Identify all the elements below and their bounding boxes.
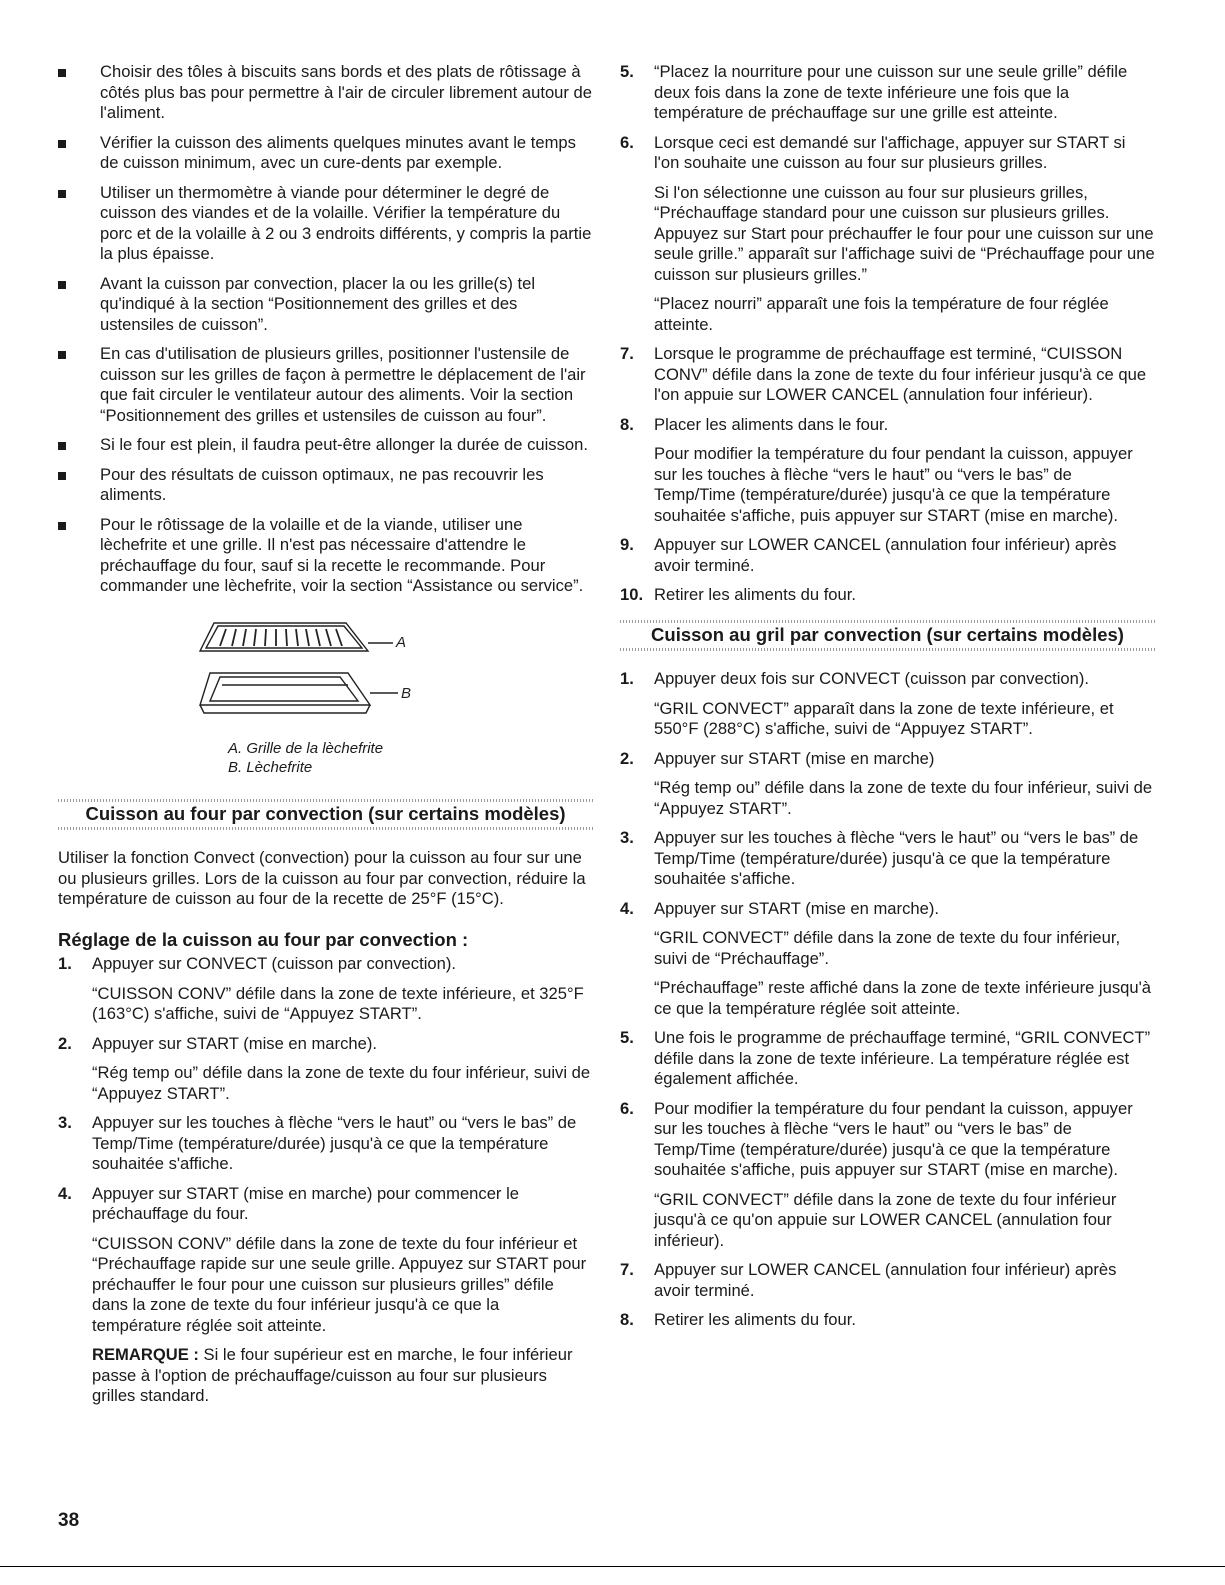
intro-paragraph: Utiliser la fonction Convect (convection) pour la cuisson au four sur une ou plusieurs grilles. Lors de la cuisson au four par convection, réduire la température de cuisson au four de la recette de 25°F (15°C). xyxy=(58,848,586,908)
step-text: Appuyer sur CONVECT (cuisson par convection). xyxy=(92,954,456,973)
section-title-convection-broil: Cuisson au gril par convection (sur certains modèles) xyxy=(620,620,1155,652)
list-item xyxy=(620,828,1155,890)
list-item: Si le four est plein, il faudra peut-être allonger la durée de cuisson. xyxy=(58,435,593,456)
list-item: Pour le rôtissage de la volaille et de la viande, utiliser une lèchefrite et une grille. Il n'est pas nécessaire d'attendre le préchauffage du four, sauf si la recette le recommande. Pour commander une lèchefrite, voir la section “Assistance ou service”. xyxy=(58,515,593,597)
list-item xyxy=(58,954,593,1025)
list-item xyxy=(620,1099,1155,1252)
list-item xyxy=(620,1310,1155,1331)
steps-list-right-a xyxy=(620,62,1155,606)
step-text: Appuyer sur les touches à flèche “vers le haut” ou “vers le bas” de Temp/Time (température/durée) jusqu'à ce que la température souhaitée s'affiche. xyxy=(92,1113,577,1173)
section-title-convection-bake: Cuisson au four par convection (sur certains modèles) xyxy=(58,799,593,831)
step-text: Si l'on sélectionne une cuisson au four sur plusieurs grilles, “Préchauffage standard pour une cuisson sur plusieurs grilles. Appuyez sur Start pour préchauffer le four pour une cuisson sur une seule grille.” apparaît sur l'affichage suivi de “Préchauffage pour une cuisson sur plusieurs grilles.” xyxy=(654,182,1155,284)
step-text: Appuyer sur START (mise en marche). xyxy=(654,898,939,918)
step-number: 7. xyxy=(620,344,634,363)
step-text: Appuyer sur LOWER CANCEL (annulation four inférieur) après avoir terminé. xyxy=(654,535,1117,575)
step-text: “Rég temp ou” défile dans la zone de texte du four inférieur, suivi de “Appuyez START”. xyxy=(654,778,1153,818)
step-number: 7. xyxy=(620,1260,634,1279)
step-number: 2. xyxy=(620,748,634,768)
list-item xyxy=(620,1260,1155,1301)
list-item xyxy=(620,535,1155,576)
step-text: “Rég temp ou” défile dans la zone de texte du four inférieur, suivi de “Appuyez START”. xyxy=(92,1063,591,1103)
step-text: “GRIL CONVECT” défile dans la zone de texte du four inférieur, suivi de “Préchauffage”. xyxy=(654,928,1121,968)
remark-label: REMARQUE : xyxy=(92,1345,199,1364)
steps-list-right-b xyxy=(620,669,1155,1331)
list-item xyxy=(620,1028,1155,1090)
label-a: A xyxy=(396,633,407,651)
step-number: 2. xyxy=(58,1033,72,1053)
step-number: 10. xyxy=(620,585,644,604)
step-text: “GRIL CONVECT” défile dans la zone de texte du four inférieur jusqu'à ce qu'on appuie sur LOWER CANCEL (annulation four inférieur). xyxy=(654,1189,1117,1250)
step-text: Pour modifier la température du four pendant la cuisson, appuyer sur les touches à flèche “vers le haut” ou “vers le bas” de Temp/Time (température/durée) jusqu'à ce que la température souhaitée s'affiche, puis appuyer sur START (mise en marche). xyxy=(654,1098,1133,1179)
step-number: 3. xyxy=(620,828,634,847)
step-number: 9. xyxy=(620,535,634,554)
step-number: 5. xyxy=(620,1028,634,1047)
step-text: Appuyer sur START (mise en marche). xyxy=(92,1033,377,1053)
step-number: 4. xyxy=(620,898,634,918)
list-item xyxy=(620,749,1155,820)
step-text: Lorsque ceci est demandé sur l'affichage, appuyer sur START si l'on souhaite une cuisson au four sur plusieurs grilles. xyxy=(654,132,1126,172)
step-number: 5. xyxy=(620,62,634,81)
step-number: 1. xyxy=(58,954,72,973)
broiler-pan-figure xyxy=(58,613,593,785)
step-text: Appuyer sur LOWER CANCEL (annulation four inférieur) après avoir terminé. xyxy=(654,1260,1117,1300)
step-text: Appuyer deux fois sur CONVECT (cuisson par convection). xyxy=(654,669,1090,688)
list-item xyxy=(58,1184,593,1407)
list-item xyxy=(620,62,1155,124)
caption-a: A. Grille de la lèchefrite xyxy=(228,739,384,757)
step-number: 8. xyxy=(620,414,634,434)
step-text: Appuyer sur START (mise en marche) xyxy=(654,748,935,768)
step-text: Retirer les aliments du four. xyxy=(654,585,856,604)
step-number: 6. xyxy=(620,1098,634,1118)
step-number: 6. xyxy=(620,132,634,152)
step-text: “CUISSON CONV” défile dans la zone de texte du four inférieur et “Préchauffage rapide sur une seule grille. Appuyez sur START pour préchauffer le four pour une cuisson sur plusieurs grilles” défile dans la zone de texte du four inférieur jusqu'à ce que la température réglée soit atteinte. xyxy=(92,1233,587,1335)
step-text: Appuyer sur START (mise en marche) pour commencer le préchauffage du four. xyxy=(92,1183,519,1223)
list-item: En cas d'utilisation de plusieurs grilles, positionner l'ustensile de cuisson sur les grilles de façon à permettre le déplacement de l'air que fait circuler le ventilateur autour des aliments. Voir la section “Positionnement des grilles et ustensiles de cuisson au four”. xyxy=(58,344,593,426)
step-number: 1. xyxy=(620,669,634,688)
step-text: “CUISSON CONV” défile dans la zone de texte inférieure, et 325°F (163°C) s'affiche, suivi de “Appuyez START”. xyxy=(92,983,584,1023)
figure-caption xyxy=(228,739,383,777)
step-text: Une fois le programme de préchauffage terminé, “GRIL CONVECT” défile dans la zone de texte inférieure. La température réglée est également affichée. xyxy=(654,1028,1151,1088)
list-item: Choisir des tôles à biscuits sans bords et des plats de rôtissage à côtés plus bas pour permettre à l'air de circuler librement autour de l'aliment. xyxy=(58,62,593,124)
list-item xyxy=(58,1034,593,1105)
list-item xyxy=(620,585,1155,606)
bottom-rule xyxy=(0,1566,1225,1567)
steps-list-left xyxy=(58,954,593,1407)
step-text: Lorsque le programme de préchauffage est terminé, “CUISSON CONV” défile dans la zone de texte du four inférieur jusqu'à ce que l'on appuie sur LOWER CANCEL (annulation four inférieur). xyxy=(654,344,1147,404)
step-text: “Placez nourri” apparaît une fois la température de four réglée atteinte. xyxy=(654,294,1109,334)
step-text: Pour modifier la température du four pendant la cuisson, appuyer sur les touches à flèche “vers le haut” ou “vers le bas” de Temp/Time (température/durée) jusqu'à ce que la température souhaitée s'affiche, puis appuyer sur START (mise en marche). xyxy=(654,444,1133,525)
step-number: 4. xyxy=(58,1183,72,1203)
step-number: 8. xyxy=(620,1310,634,1329)
page-number: 38 xyxy=(58,1510,80,1531)
remark-text: Si le four supérieur est en marche, le four inférieur passe à l'option de préchauffage/cuisson au four sur plusieurs grilles standard. xyxy=(92,1345,573,1405)
list-item: Utiliser un thermomètre à viande pour déterminer le degré de cuisson des viandes et de la volaille. Vérifier la température du porc et de la volaille à 2 ou 3 endroits différents, y compris la partie la plus épaisse. xyxy=(58,183,593,265)
list-item: Vérifier la cuisson des aliments quelques minutes avant le temps de cuisson minimum, avec un cure-dents par exemple. xyxy=(58,133,593,174)
list-item xyxy=(620,899,1155,1020)
list-item xyxy=(620,133,1155,336)
tips-list xyxy=(58,62,593,597)
step-text: Retirer les aliments du four. xyxy=(654,1310,856,1329)
step-text: Placer les aliments dans le four. xyxy=(654,414,889,434)
step-number: 3. xyxy=(58,1113,72,1132)
step-text: “Préchauffage” reste affiché dans la zone de texte inférieure jusqu'à ce que la température réglée soit atteinte. xyxy=(654,978,1151,1018)
list-item: Pour des résultats de cuisson optimaux, ne pas recouvrir les aliments. xyxy=(58,465,593,506)
remark xyxy=(92,1345,593,1407)
subsection-title: Réglage de la cuisson au four par convection : xyxy=(58,928,469,950)
list-item xyxy=(58,1113,593,1175)
list-item: Avant la cuisson par convection, placer la ou les grille(s) tel qu'indiqué à la section “Positionnement des grilles et des ustensiles de cuisson”. xyxy=(58,274,593,336)
list-item xyxy=(620,669,1155,740)
right-column xyxy=(620,62,1155,1340)
step-text: “Placez la nourriture pour une cuisson sur une seule grille” défile deux fois dans la zone de texte inférieure une fois que la température de préchauffage sur une grille est atteinte. xyxy=(654,62,1128,122)
broiler-pan-illustration xyxy=(198,613,488,733)
left-column xyxy=(58,62,593,1416)
step-text: Appuyer sur les touches à flèche “vers le haut” ou “vers le bas” de Temp/Time (température/durée) jusqu'à ce que la température souhaitée s'affiche. xyxy=(654,828,1139,888)
step-text: “GRIL CONVECT” apparaît dans la zone de texte inférieure, et 550°F (288°C) s'affiche, suivi de “Appuyez START”. xyxy=(654,698,1114,738)
list-item xyxy=(620,415,1155,527)
caption-b: B. Lèchefrite xyxy=(228,758,313,776)
list-item xyxy=(620,344,1155,406)
label-b: B xyxy=(401,684,412,702)
